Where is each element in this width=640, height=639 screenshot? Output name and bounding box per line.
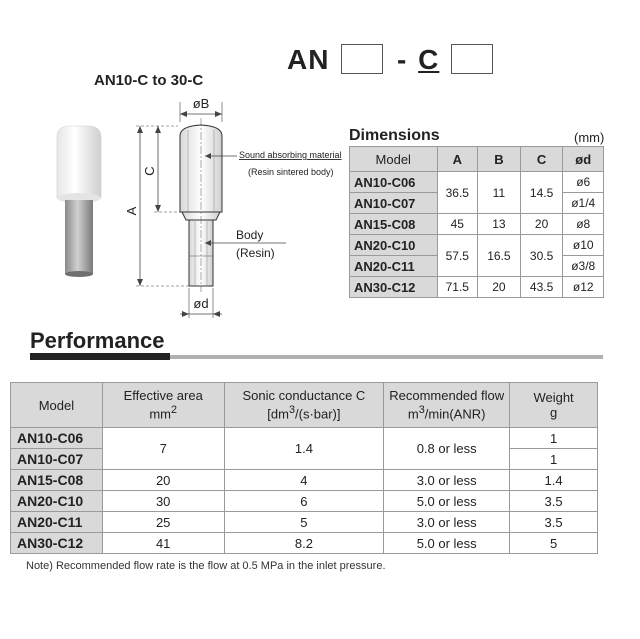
value-area: 20 — [102, 470, 224, 491]
model-cell: AN10-C07 — [11, 449, 103, 470]
performance-heading: Performance — [30, 328, 165, 353]
performance-header-row — [11, 383, 598, 428]
value-weight: 1 — [510, 428, 598, 449]
value-b: 11 — [478, 172, 521, 214]
value-area: 25 — [102, 512, 224, 533]
value-area: 41 — [102, 533, 224, 554]
value-a: 45 — [437, 214, 478, 235]
dimensions-header-row — [350, 147, 604, 172]
silencer-drawing — [40, 96, 345, 321]
value-d: ø8 — [563, 214, 604, 235]
performance-table — [10, 382, 598, 554]
model-cell: AN30-C12 — [11, 533, 103, 554]
table-row — [350, 214, 604, 235]
product-photo — [57, 126, 101, 277]
table-row — [11, 428, 598, 449]
dimensions-unit: (mm) — [574, 130, 605, 145]
callout-material-sub: (Resin sintered body) — [248, 167, 334, 177]
dimensions-header-model: Model — [350, 147, 438, 172]
value-flow: 5.0 or less — [384, 491, 510, 512]
value-flow: 5.0 or less — [384, 533, 510, 554]
header-weight-label: Weight — [533, 390, 574, 405]
label-a: A — [124, 206, 139, 216]
performance-rule-dark — [30, 353, 170, 360]
callout-body: Body — [236, 228, 264, 242]
dimensions-header-c: C — [520, 147, 563, 172]
header-area-label: Effective area — [123, 388, 203, 404]
value-area: 7 — [102, 428, 224, 470]
header-weight-unit: g — [549, 405, 558, 420]
performance-rule-light — [170, 355, 603, 359]
model-cell: AN10-C06 — [350, 172, 438, 193]
value-area: 30 — [102, 491, 224, 512]
value-b: 20 — [478, 277, 521, 298]
value-c: 30.5 — [520, 235, 563, 277]
header-model-label: Model — [38, 397, 75, 413]
header-sonic-unit-b: /(s·bar)] — [295, 406, 341, 422]
dimensions-header-a: A — [437, 147, 478, 172]
value-weight: 3.5 — [510, 512, 598, 533]
performance-header-model — [11, 383, 103, 428]
label-c: C — [142, 166, 157, 176]
part-code-blank-size — [341, 44, 383, 74]
part-code — [287, 44, 496, 76]
model-cell: AN30-C12 — [350, 277, 438, 298]
value-a: 36.5 — [437, 172, 478, 214]
footnote: Note) Recommended flow rate is the flow at 0.5 MPa in the inlet pressure. — [26, 560, 386, 572]
table-row — [11, 533, 598, 554]
model-cell: AN15-C08 — [350, 214, 438, 235]
callout-material: Sound absorbing material — [239, 150, 342, 160]
value-c: 20 — [520, 214, 563, 235]
value-d: ø10 — [563, 235, 604, 256]
value-d: ø1/4 — [563, 193, 604, 214]
value-sonic: 6 — [224, 491, 384, 512]
table-row — [11, 470, 598, 491]
model-cell: AN20-C10 — [350, 235, 438, 256]
value-d: ø6 — [563, 172, 604, 193]
label-diameter-b: øB — [192, 96, 210, 111]
model-cell: AN20-C11 — [350, 256, 438, 277]
value-sonic: 8.2 — [224, 533, 384, 554]
performance-header-area — [102, 383, 224, 428]
value-c: 43.5 — [520, 277, 563, 298]
header-flow-label: Recommended flow — [389, 388, 505, 404]
value-weight: 1 — [510, 449, 598, 470]
value-sonic: 1.4 — [224, 428, 384, 470]
table-row — [350, 235, 604, 256]
value-d: ø12 — [563, 277, 604, 298]
dimensions-header-d: ød — [563, 147, 604, 172]
header-sonic-label: Sonic conductance C — [242, 388, 366, 404]
part-code-letter: C — [418, 44, 440, 75]
header-sonic-unit-a: [dm — [267, 406, 289, 422]
value-d: ø3/8 — [563, 256, 604, 277]
value-flow: 3.0 or less — [384, 470, 510, 491]
part-code-prefix: AN — [287, 44, 330, 75]
model-cell: AN20-C11 — [11, 512, 103, 533]
value-sonic: 4 — [224, 470, 384, 491]
value-flow: 0.8 or less — [384, 428, 510, 470]
table-row — [350, 277, 604, 298]
header-flow-unit-a: m — [407, 406, 419, 422]
value-weight: 1.4 — [510, 470, 598, 491]
model-cell: AN10-C06 — [11, 428, 103, 449]
value-flow: 3.0 or less — [384, 512, 510, 533]
table-row — [11, 491, 598, 512]
header-sonic-exp: 3 — [288, 404, 295, 417]
value-b: 16.5 — [478, 235, 521, 277]
header-area-unit: mm — [149, 406, 172, 422]
value-weight: 5 — [510, 533, 598, 554]
dimensions-table — [349, 146, 604, 298]
value-c: 14.5 — [520, 172, 563, 214]
header-area-exp: 2 — [171, 404, 178, 417]
value-sonic: 5 — [224, 512, 384, 533]
dimensions-header-b: B — [478, 147, 521, 172]
value-weight: 3.5 — [510, 491, 598, 512]
part-code-blank-port — [451, 44, 493, 74]
table-row — [350, 172, 604, 193]
part-code-dash: - — [397, 44, 408, 75]
model-cell: AN15-C08 — [11, 470, 103, 491]
table-row — [11, 512, 598, 533]
performance-header-flow — [384, 383, 510, 428]
header-flow-exp: 3 — [418, 404, 425, 417]
model-cell: AN20-C10 — [11, 491, 103, 512]
dimensions-heading: Dimensions — [349, 127, 440, 144]
part-outline — [180, 118, 222, 292]
model-cell: AN10-C07 — [350, 193, 438, 214]
callout-body-sub: (Resin) — [236, 246, 275, 260]
performance-header-sonic — [224, 383, 384, 428]
performance-header-weight — [510, 383, 598, 428]
value-b: 13 — [478, 214, 521, 235]
label-diameter-d: ød — [193, 296, 209, 311]
value-a: 57.5 — [437, 235, 478, 277]
series-title: AN10-C to 30-C — [94, 72, 204, 89]
value-a: 71.5 — [437, 277, 478, 298]
header-flow-unit-b: /min(ANR) — [424, 406, 486, 422]
